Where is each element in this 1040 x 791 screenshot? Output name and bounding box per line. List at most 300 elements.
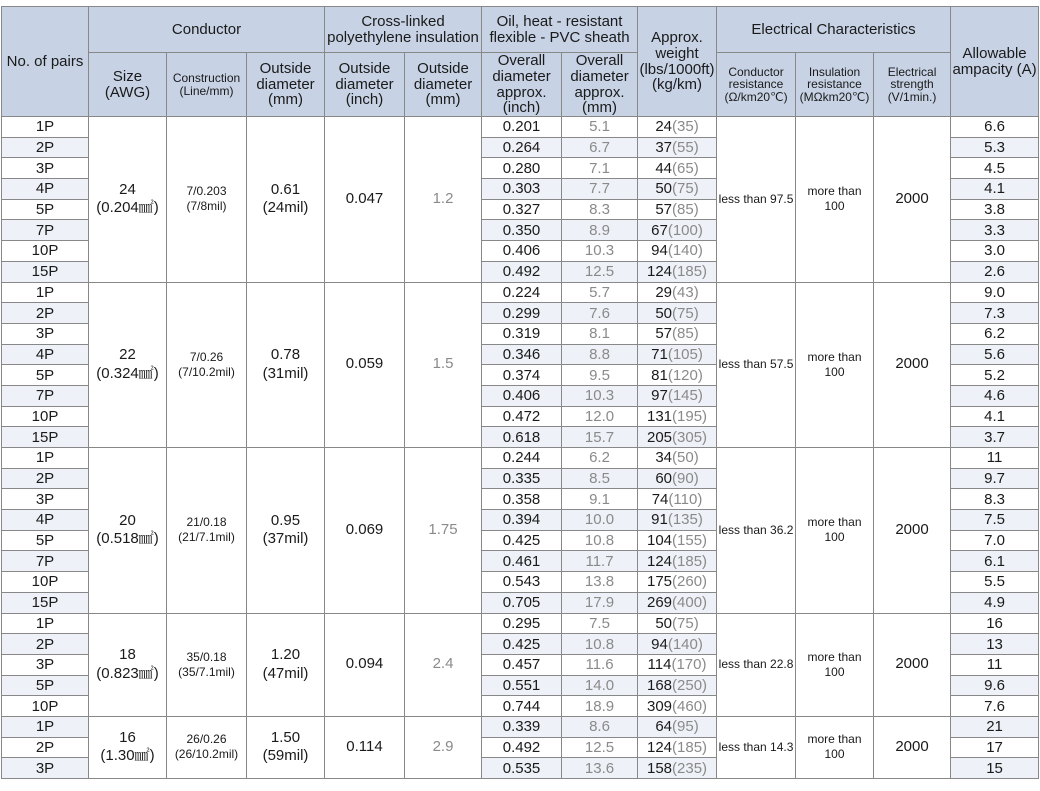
- size-area: (0.823㎟): [96, 664, 159, 682]
- electrical-strength-cell: 2000: [874, 282, 951, 448]
- conductor-resistance-cell: less than 22.8: [717, 613, 796, 716]
- size-area: (0.518㎟): [96, 530, 159, 548]
- table-row: [2, 448, 1039, 469]
- pairs-cell: 2P: [2, 634, 89, 655]
- size-awg: 20: [119, 511, 136, 529]
- construction-mil: (26/10.2mil): [174, 747, 239, 762]
- insulation-od-inch-cell: 0.094: [325, 613, 405, 716]
- overall-diameter-inch: 0.280: [482, 158, 562, 179]
- weight-kg: (185): [672, 263, 708, 281]
- overall-diameter-mm: 17.9: [562, 592, 638, 613]
- ampacity-cell: 3.7: [951, 427, 1039, 448]
- weight-cell: [638, 592, 717, 613]
- weight-kg: (120): [667, 366, 703, 384]
- pairs-cell: 1P: [2, 613, 89, 634]
- weight-cell: [638, 613, 717, 634]
- weight-cell: [638, 385, 717, 406]
- header-construction: Construction (Line/mm): [167, 53, 247, 117]
- overall-diameter-mm: 10.3: [562, 385, 638, 406]
- insulation-resistance-cell: more than 100: [796, 117, 874, 283]
- overall-diameter-mm: 10.0: [562, 510, 638, 531]
- conductor-od-cell: [247, 716, 325, 778]
- ampacity-cell: 4.6: [951, 385, 1039, 406]
- pairs-cell: 4P: [2, 344, 89, 365]
- weight-kg: (90): [672, 470, 699, 488]
- weight-kg: (135): [667, 511, 703, 529]
- size-cell: [89, 282, 167, 448]
- overall-diameter-mm: 6.2: [562, 448, 638, 469]
- overall-diameter-mm: 14.0: [562, 675, 638, 696]
- pairs-cell: 5P: [2, 365, 89, 386]
- ampacity-cell: 3.0: [951, 241, 1039, 262]
- size-awg: 16: [119, 728, 136, 746]
- overall-diameter-mm: 18.9: [562, 696, 638, 717]
- table-row: [2, 117, 1039, 138]
- ampacity-cell: 7.6: [951, 696, 1039, 717]
- weight-lbs: 50: [655, 180, 673, 198]
- ampacity-cell: 15: [951, 758, 1039, 779]
- weight-kg: (170): [671, 656, 707, 674]
- weight-kg: (155): [672, 532, 708, 550]
- header-overall-mm: Overall diameter approx. (mm): [562, 53, 638, 117]
- construction-value: 21/0.18: [186, 515, 227, 530]
- overall-diameter-mm: 15.7: [562, 427, 638, 448]
- overall-diameter-mm: 7.1: [562, 158, 638, 179]
- overall-diameter-inch: 0.457: [482, 654, 562, 675]
- ampacity-cell: 3.8: [951, 199, 1039, 220]
- weight-cell: [638, 158, 717, 179]
- weight-cell: [638, 365, 717, 386]
- overall-diameter-mm: 12.5: [562, 737, 638, 758]
- overall-diameter-mm: 11.6: [562, 654, 638, 675]
- pairs-cell: 7P: [2, 220, 89, 241]
- pairs-cell: 10P: [2, 406, 89, 427]
- weight-lbs: 124: [646, 263, 673, 281]
- conductor-od-mm: 0.78: [270, 346, 301, 363]
- pairs-cell: 4P: [2, 179, 89, 200]
- ampacity-cell: 9.6: [951, 675, 1039, 696]
- size-area: (0.204㎟): [96, 199, 159, 217]
- weight-lbs: 114: [647, 656, 672, 674]
- insulation-resistance-cell: more than 100: [796, 716, 874, 778]
- construction-value: 26/0.26: [186, 732, 227, 747]
- weight-kg: (50): [672, 449, 699, 467]
- weight-lbs: 124: [646, 738, 673, 756]
- weight-kg: (95): [672, 718, 699, 736]
- size-cell: [89, 716, 167, 778]
- pairs-cell: 10P: [2, 572, 89, 593]
- conductor-od-cell: [247, 448, 325, 614]
- weight-lbs: 60: [655, 470, 673, 488]
- pairs-cell: 7P: [2, 385, 89, 406]
- ampacity-cell: 4.1: [951, 406, 1039, 427]
- overall-diameter-mm: 5.7: [562, 282, 638, 303]
- ampacity-cell: 7.5: [951, 510, 1039, 531]
- ampacity-cell: 9.0: [951, 282, 1039, 303]
- overall-diameter-mm: 13.6: [562, 758, 638, 779]
- insulation-od-inch-cell: 0.114: [325, 716, 405, 778]
- construction-cell: [167, 282, 247, 448]
- size-cell: [89, 613, 167, 716]
- conductor-od-cell: [247, 117, 325, 283]
- weight-lbs: 74: [651, 490, 669, 508]
- ampacity-cell: 17: [951, 737, 1039, 758]
- weight-cell: [638, 427, 717, 448]
- ampacity-cell: 3.3: [951, 220, 1039, 241]
- pairs-cell: 3P: [2, 654, 89, 675]
- weight-cell: [638, 448, 717, 469]
- header-conductor: Conductor: [89, 7, 325, 53]
- weight-cell: [638, 179, 717, 200]
- weight-cell: [638, 716, 717, 737]
- pairs-cell: 2P: [2, 303, 89, 324]
- conductor-resistance-cell: less than 36.2: [717, 448, 796, 614]
- ampacity-cell: 5.3: [951, 137, 1039, 158]
- pairs-cell: 2P: [2, 737, 89, 758]
- weight-kg: (75): [672, 614, 699, 632]
- insulation-od-inch-cell: 0.069: [325, 448, 405, 614]
- weight-lbs: 44: [655, 159, 673, 177]
- pairs-cell: 2P: [2, 137, 89, 158]
- overall-diameter-mm: 8.6: [562, 716, 638, 737]
- weight-lbs: 309: [646, 697, 673, 715]
- weight-lbs: 37: [655, 139, 673, 157]
- weight-lbs: 124: [646, 552, 673, 570]
- insulation-resistance-cell: more than 100: [796, 448, 874, 614]
- size-area: (0.324㎟): [96, 364, 159, 382]
- header-ampacity: Allowable ampacity (A): [951, 7, 1039, 117]
- weight-cell: [638, 489, 717, 510]
- weight-cell: [638, 737, 717, 758]
- ampacity-cell: 5.2: [951, 365, 1039, 386]
- weight-kg: (145): [667, 387, 703, 405]
- overall-diameter-inch: 0.618: [482, 427, 562, 448]
- construction-mil: (35/7.1mil): [178, 664, 235, 679]
- weight-kg: (55): [672, 139, 699, 157]
- weight-lbs: 57: [655, 201, 673, 219]
- overall-diameter-inch: 0.358: [482, 489, 562, 510]
- construction-value: 7/0.26: [189, 349, 224, 364]
- pairs-cell: 4P: [2, 510, 89, 531]
- ampacity-cell: 11: [951, 448, 1039, 469]
- cable-spec-table: [1, 6, 1039, 779]
- weight-lbs: 269: [646, 594, 673, 612]
- pairs-cell: 5P: [2, 530, 89, 551]
- conductor-od-cell: [247, 282, 325, 448]
- overall-diameter-mm: 13.8: [562, 572, 638, 593]
- pairs-cell: 1P: [2, 448, 89, 469]
- overall-diameter-inch: 0.492: [482, 737, 562, 758]
- weight-lbs: 91: [651, 511, 668, 529]
- conductor-resistance-cell: less than 97.5: [717, 117, 796, 283]
- construction-cell: [167, 613, 247, 716]
- insulation-od-mm-cell: 2.9: [405, 716, 482, 778]
- insulation-od-mm-cell: 1.75: [405, 448, 482, 614]
- electrical-strength-cell: 2000: [874, 613, 951, 716]
- size-awg: 18: [119, 645, 136, 663]
- overall-diameter-inch: 0.264: [482, 137, 562, 158]
- overall-diameter-mm: 8.3: [562, 199, 638, 220]
- overall-diameter-inch: 0.327: [482, 199, 562, 220]
- weight-kg: (35): [672, 118, 699, 136]
- pairs-cell: 5P: [2, 675, 89, 696]
- overall-diameter-inch: 0.335: [482, 468, 562, 489]
- pairs-cell: 3P: [2, 758, 89, 779]
- overall-diameter-inch: 0.394: [482, 510, 562, 531]
- construction-value: 35/0.18: [186, 649, 227, 664]
- ampacity-cell: 9.7: [951, 468, 1039, 489]
- weight-cell: [638, 199, 717, 220]
- weight-kg: (100): [667, 221, 703, 239]
- pairs-cell: 5P: [2, 199, 89, 220]
- pairs-cell: 15P: [2, 261, 89, 282]
- insulation-resistance-cell: more than 100: [796, 282, 874, 448]
- size-cell: [89, 117, 167, 283]
- weight-cell: [638, 261, 717, 282]
- weight-kg: (140): [667, 242, 703, 260]
- weight-cell: [638, 303, 717, 324]
- conductor-od-mm: 0.95: [270, 511, 301, 529]
- header-conductor-resistance: Conductor resistance (Ω/km20℃): [717, 53, 796, 117]
- header-electrical-strength: Electrical strength (V/1min.): [874, 53, 951, 117]
- ampacity-cell: 6.1: [951, 551, 1039, 572]
- conductor-od-mm: 1.50: [270, 728, 301, 746]
- overall-diameter-inch: 0.744: [482, 696, 562, 717]
- conductor-od-mm: 0.61: [270, 180, 301, 198]
- overall-diameter-inch: 0.535: [482, 758, 562, 779]
- weight-lbs: 67: [651, 221, 668, 239]
- weight-cell: [638, 530, 717, 551]
- overall-diameter-mm: 10.3: [562, 241, 638, 262]
- table-row: [2, 613, 1039, 634]
- insulation-resistance-cell: more than 100: [796, 613, 874, 716]
- pairs-cell: 15P: [2, 427, 89, 448]
- weight-cell: [638, 468, 717, 489]
- pairs-cell: 1P: [2, 282, 89, 303]
- weight-lbs: 94: [651, 242, 668, 260]
- overall-diameter-mm: 8.5: [562, 468, 638, 489]
- overall-diameter-inch: 0.472: [482, 406, 562, 427]
- overall-diameter-mm: 10.8: [562, 634, 638, 655]
- conductor-od-cell: [247, 613, 325, 716]
- weight-kg: (43): [672, 283, 699, 301]
- pairs-cell: 3P: [2, 489, 89, 510]
- pairs-cell: 3P: [2, 158, 89, 179]
- ampacity-cell: 2.6: [951, 261, 1039, 282]
- electrical-strength-cell: 2000: [874, 117, 951, 283]
- overall-diameter-inch: 0.374: [482, 365, 562, 386]
- ampacity-cell: 11: [951, 654, 1039, 675]
- table-row: [2, 716, 1039, 737]
- pairs-cell: 1P: [2, 716, 89, 737]
- header-weight: Approx. weight (lbs/1000ft) (kg/km): [638, 7, 717, 117]
- conductor-od-mil: (24mil): [262, 199, 309, 217]
- electrical-strength-cell: 2000: [874, 716, 951, 778]
- header-conductor-od: Outside diameter (mm): [247, 53, 325, 117]
- ampacity-cell: 13: [951, 634, 1039, 655]
- weight-cell: [638, 241, 717, 262]
- overall-diameter-inch: 0.339: [482, 716, 562, 737]
- insulation-od-mm-cell: 1.2: [405, 117, 482, 283]
- overall-diameter-inch: 0.705: [482, 592, 562, 613]
- overall-diameter-mm: 12.5: [562, 261, 638, 282]
- overall-diameter-inch: 0.303: [482, 179, 562, 200]
- weight-cell: [638, 675, 717, 696]
- overall-diameter-mm: 8.8: [562, 344, 638, 365]
- weight-kg: (105): [667, 345, 703, 363]
- insulation-od-inch-cell: 0.059: [325, 282, 405, 448]
- ampacity-cell: 4.9: [951, 592, 1039, 613]
- pairs-cell: 15P: [2, 592, 89, 613]
- weight-kg: (460): [672, 697, 708, 715]
- weight-cell: [638, 510, 717, 531]
- pairs-cell: 3P: [2, 323, 89, 344]
- conductor-resistance-cell: less than 57.5: [717, 282, 796, 448]
- table-row: [2, 282, 1039, 303]
- conductor-od-mil: (47mil): [262, 664, 309, 682]
- weight-kg: (185): [672, 738, 708, 756]
- overall-diameter-inch: 0.406: [482, 241, 562, 262]
- weight-cell: [638, 117, 717, 138]
- overall-diameter-mm: 11.7: [562, 551, 638, 572]
- overall-diameter-inch: 0.244: [482, 448, 562, 469]
- weight-kg: (75): [672, 180, 699, 198]
- weight-lbs: 71: [651, 345, 668, 363]
- weight-lbs: 104: [646, 532, 673, 550]
- weight-lbs: 50: [655, 614, 673, 632]
- overall-diameter-inch: 0.299: [482, 303, 562, 324]
- construction-mil: (7/10.2mil): [178, 364, 235, 379]
- overall-diameter-mm: 7.6: [562, 303, 638, 324]
- overall-diameter-mm: 10.8: [562, 530, 638, 551]
- electrical-strength-cell: 2000: [874, 448, 951, 614]
- pairs-cell: 1P: [2, 117, 89, 138]
- weight-cell: [638, 137, 717, 158]
- overall-diameter-mm: 7.7: [562, 179, 638, 200]
- construction-cell: [167, 448, 247, 614]
- weight-kg: (85): [672, 201, 699, 219]
- ampacity-cell: 6.2: [951, 323, 1039, 344]
- overall-diameter-inch: 0.543: [482, 572, 562, 593]
- pairs-cell: 10P: [2, 241, 89, 262]
- weight-cell: [638, 220, 717, 241]
- overall-diameter-inch: 0.492: [482, 261, 562, 282]
- overall-diameter-mm: 8.1: [562, 323, 638, 344]
- overall-diameter-inch: 0.350: [482, 220, 562, 241]
- overall-diameter-inch: 0.461: [482, 551, 562, 572]
- ampacity-cell: 7.0: [951, 530, 1039, 551]
- weight-lbs: 29: [655, 283, 673, 301]
- size-awg: 24: [119, 180, 136, 198]
- weight-cell: [638, 696, 717, 717]
- header-no-of-pairs: No. of pairs: [2, 7, 89, 117]
- pairs-cell: 7P: [2, 551, 89, 572]
- size-area: (1.30㎟): [100, 747, 155, 765]
- weight-cell: [638, 551, 717, 572]
- weight-lbs: 34: [655, 449, 673, 467]
- overall-diameter-mm: 9.5: [562, 365, 638, 386]
- weight-kg: (305): [672, 428, 708, 446]
- weight-lbs: 97: [651, 387, 668, 405]
- weight-cell: [638, 406, 717, 427]
- overall-diameter-inch: 0.425: [482, 530, 562, 551]
- weight-kg: (185): [672, 552, 708, 570]
- overall-diameter-mm: 8.9: [562, 220, 638, 241]
- overall-diameter-inch: 0.406: [482, 385, 562, 406]
- weight-kg: (65): [672, 159, 699, 177]
- weight-cell: [638, 634, 717, 655]
- overall-diameter-inch: 0.346: [482, 344, 562, 365]
- weight-lbs: 64: [655, 718, 673, 736]
- weight-cell: [638, 344, 717, 365]
- overall-diameter-inch: 0.425: [482, 634, 562, 655]
- weight-lbs: 81: [651, 366, 668, 384]
- weight-cell: [638, 572, 717, 593]
- weight-lbs: 175: [646, 573, 673, 591]
- ampacity-cell: 4.5: [951, 158, 1039, 179]
- overall-diameter-inch: 0.295: [482, 613, 562, 634]
- table-header: [2, 7, 1039, 117]
- weight-lbs: 205: [646, 428, 673, 446]
- header-electrical: Electrical Characteristics: [717, 7, 951, 53]
- construction-mil: (7/8mil): [186, 199, 227, 214]
- pairs-cell: 2P: [2, 468, 89, 489]
- ampacity-cell: 8.3: [951, 489, 1039, 510]
- header-sheath: Oil, heat - resistant flexible - PVC sheath: [482, 7, 638, 53]
- overall-diameter-mm: 5.1: [562, 117, 638, 138]
- conductor-resistance-cell: less than 14.3: [717, 716, 796, 778]
- weight-cell: [638, 323, 717, 344]
- weight-lbs: 168: [646, 676, 673, 694]
- weight-kg: (250): [672, 676, 708, 694]
- table-body: [2, 117, 1039, 779]
- ampacity-cell: 5.6: [951, 344, 1039, 365]
- weight-kg: (260): [672, 573, 708, 591]
- weight-kg: (140): [667, 635, 703, 653]
- weight-kg: (110): [668, 490, 703, 508]
- ampacity-cell: 5.5: [951, 572, 1039, 593]
- weight-kg: (235): [672, 759, 708, 777]
- overall-diameter-inch: 0.201: [482, 117, 562, 138]
- header-size: Size (AWG): [89, 53, 167, 117]
- overall-diameter-inch: 0.224: [482, 282, 562, 303]
- header-insulation-od-inch: Outside diameter (inch): [325, 53, 405, 117]
- insulation-od-mm-cell: 1.5: [405, 282, 482, 448]
- weight-lbs: 94: [651, 635, 668, 653]
- weight-cell: [638, 282, 717, 303]
- conductor-od-mil: (59mil): [262, 747, 309, 765]
- weight-lbs: 24: [655, 118, 673, 136]
- weight-kg: (75): [672, 304, 699, 322]
- overall-diameter-mm: 12.0: [562, 406, 638, 427]
- header-insulation: Cross-linked polyethylene insulation: [325, 7, 482, 53]
- weight-cell: [638, 758, 717, 779]
- construction-cell: [167, 716, 247, 778]
- conductor-od-mm: 1.20: [270, 645, 301, 663]
- header-insulation-od-mm: Outside diameter (mm): [405, 53, 482, 117]
- size-cell: [89, 448, 167, 614]
- conductor-od-mil: (31mil): [262, 364, 309, 382]
- size-awg: 22: [119, 346, 136, 363]
- weight-lbs: 158: [646, 759, 673, 777]
- overall-diameter-mm: 7.5: [562, 613, 638, 634]
- header-insulation-resistance: Insulation resistance (MΩkm20℃): [796, 53, 874, 117]
- overall-diameter-mm: 6.7: [562, 137, 638, 158]
- weight-cell: [638, 654, 717, 675]
- pairs-cell: 10P: [2, 696, 89, 717]
- conductor-od-mil: (37mil): [262, 530, 309, 548]
- overall-diameter-mm: 9.1: [562, 489, 638, 510]
